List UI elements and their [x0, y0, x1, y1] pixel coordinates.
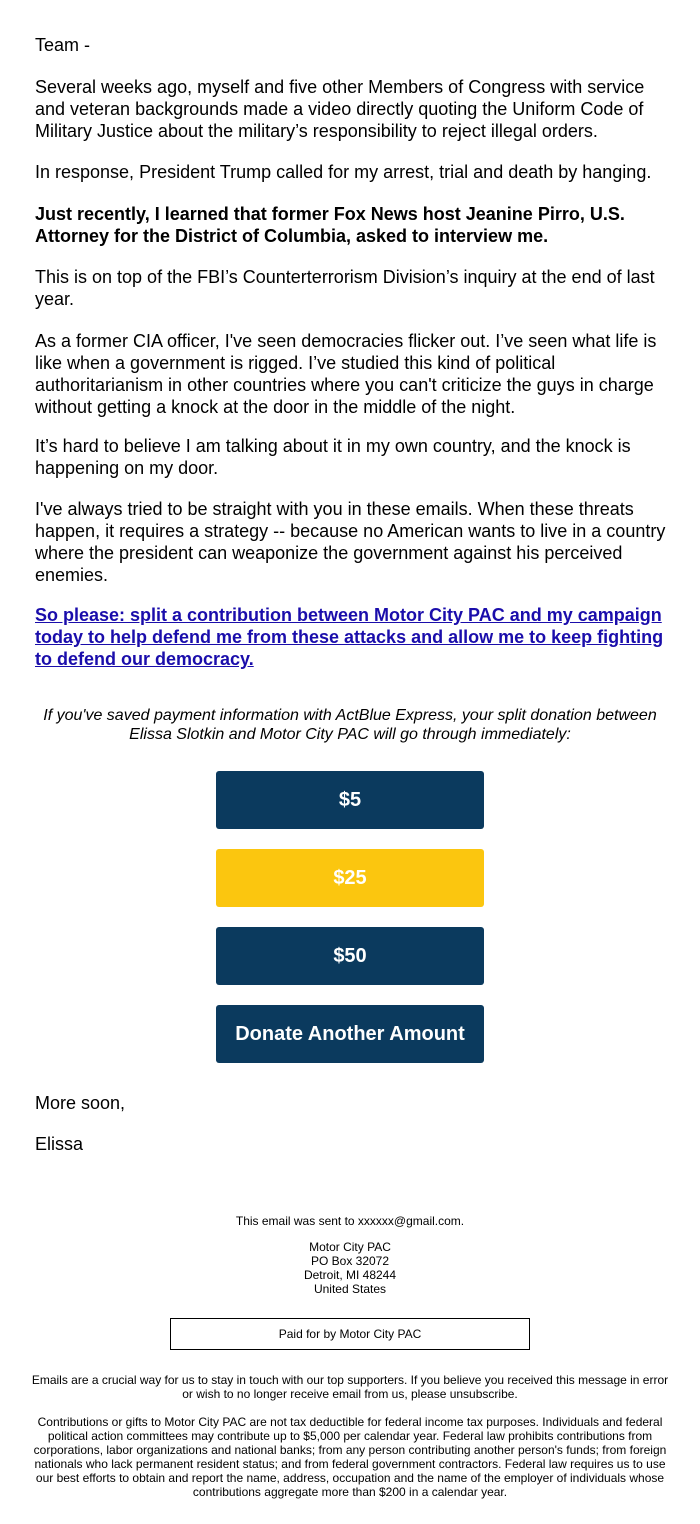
- donate-25-button[interactable]: $25: [216, 849, 484, 907]
- mailing-address: [30, 1240, 670, 1296]
- paragraph-strategy: I've always tried to be straight with you in these emails. When these threats happen, it requires a strategy -- because no American wants to live in a country where the president can weaponize the government against his perceived enemies.: [35, 499, 666, 585]
- sent-to-notice: This email was sent to xxxxxx@gmail.com.: [235, 1214, 465, 1228]
- contribution-disclaimer: Contributions or gifts to Motor City PAC are not tax deductible for federal income tax purposes. Individuals and federal political action committees may contribute up to $5,000 per calendar year. Federal law prohibits contributions from corporations, labor organizations and national banks; from any person contributing another person's funds; from foreign nationals who lack permanent resident status; and from federal government contractors. Federal law requires us to use our best efforts to obtain and report the name, address, occupation and the name of the employer of individuals whose contributions aggregate more than $200 in a calendar year.: [33, 1415, 667, 1499]
- paragraph-cia: As a former CIA officer, I've seen democracies flicker out. I’ve seen what life is like when a government is rigged. I’ve studied this kind of political authoritarianism in other countries where you can't criticize the guys in charge without getting a knock at the door in the middle of the night.: [35, 331, 657, 417]
- address-country: United States: [313, 1282, 387, 1296]
- greeting: Team -: [35, 35, 91, 55]
- paid-for-disclaimer-box: Paid for by Motor City PAC: [170, 1318, 530, 1350]
- address-city: Detroit, MI 48244: [303, 1268, 397, 1282]
- paragraph-fbi: This is on top of the FBI’s Counterterrorism Division’s inquiry at the end of last year.: [35, 267, 655, 309]
- paragraph-pirro-bold: Just recently, I learned that former Fox News host Jeanine Pirro, U.S. Attorney for the District of Columbia, asked to interview me.: [35, 204, 625, 246]
- address-po-box: PO Box 32072: [310, 1254, 390, 1268]
- paragraph-video: Several weeks ago, myself and five other Members of Congress with service and veteran backgrounds made a video directly quoting the Uniform Code of Military Justice about the military’s responsibility to reject illegal orders.: [35, 77, 645, 141]
- paragraph-own-country: It’s hard to believe I am talking about it in my own country, and the knock is happening on my door.: [35, 436, 631, 478]
- contribution-link[interactable]: So please: split a contribution between Motor City PAC and my campaign today to help defend me from these attacks and allow me to keep fighting to defend our democracy.: [35, 605, 664, 669]
- donate-50-button[interactable]: $50: [216, 927, 484, 985]
- signoff: More soon,: [35, 1093, 126, 1113]
- unsubscribe-note: Emails are a crucial way for us to stay in touch with our top supporters. If you believe you received this message in error or wish to no longer receive email from us, please unsubscribe.: [31, 1373, 669, 1401]
- signature: Elissa: [35, 1134, 84, 1154]
- donate-another-amount-button[interactable]: Donate Another Amount: [216, 1005, 484, 1063]
- paragraph-response: In response, President Trump called for my arrest, trial and death by hanging.: [35, 162, 652, 182]
- address-org: Motor City PAC: [309, 1240, 391, 1254]
- donate-5-button[interactable]: $5: [216, 771, 484, 829]
- actblue-express-note: If you've saved payment information with ActBlue Express, your split donation between Elissa Slotkin and Motor City PAC will go through immediately:: [43, 707, 657, 743]
